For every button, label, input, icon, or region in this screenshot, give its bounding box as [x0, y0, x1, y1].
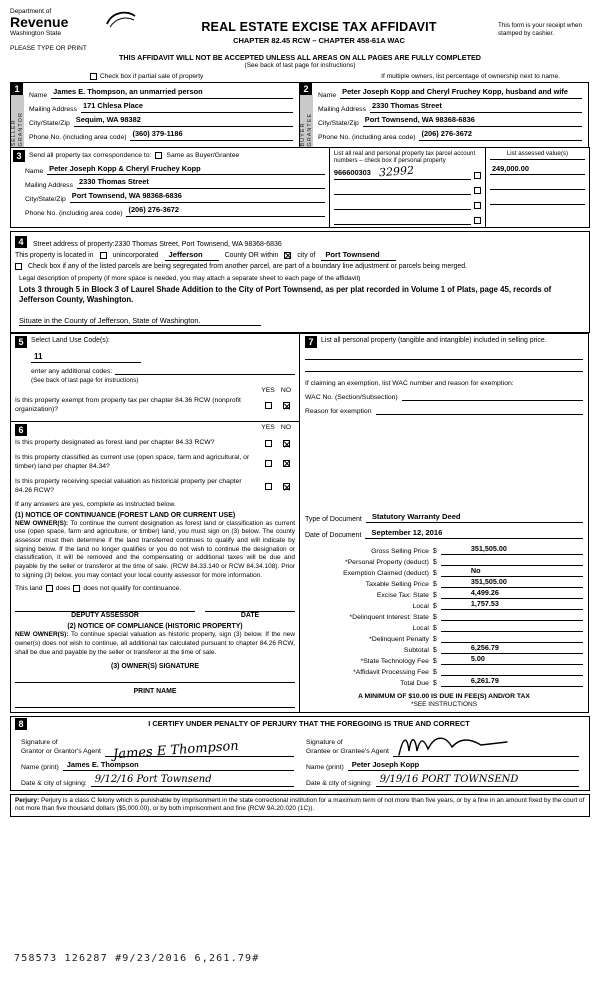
excise-tax-local-field[interactable]: 1,757.53 — [441, 600, 583, 610]
date-of-document-label: Date of Document — [305, 531, 362, 539]
perjury-lead: Perjury: — [15, 796, 40, 804]
street-address-field[interactable]: 2330 Thomas Street, Port Townsend, WA 98368-6836 — [114, 240, 282, 248]
grantee-signature-label — [306, 739, 389, 757]
parcel4-number-field[interactable] — [334, 223, 471, 225]
exemption-claim-label: If claiming an exemption, list WAC number and reason for exemption: — [305, 379, 514, 387]
type-of-document-field[interactable]: Statutory Warranty Deed — [366, 512, 583, 523]
assessed-value-field-2[interactable] — [490, 177, 585, 190]
parcel-row-1 — [333, 163, 481, 180]
assessed-value-field[interactable]: 249,000.00 — [490, 162, 585, 175]
dollar-sign: $ — [432, 657, 437, 665]
section2-badge: 2 — [300, 83, 312, 95]
personal-property-deduct-field[interactable] — [441, 564, 583, 566]
signature-of-label: Signature of — [306, 738, 343, 746]
dollar-sign: $ — [432, 624, 437, 632]
grantee-date-city-label: Date & city of signing: — [306, 779, 372, 787]
section1-badge: 1 — [11, 83, 23, 95]
fee-table — [305, 544, 583, 687]
grantee-agent-label: Grantee or Grantee's Agent — [306, 747, 389, 755]
signature-row — [15, 733, 585, 762]
delinquent-interest-local-field[interactable] — [441, 630, 583, 632]
dollar-sign: $ — [432, 679, 437, 687]
parcel1-personal-checkbox[interactable] — [474, 172, 481, 179]
buyer-city-field[interactable]: Port Townsend, WA 98368-6836 — [363, 116, 582, 127]
additional-codes-field[interactable] — [115, 366, 295, 375]
grantee-signature — [395, 733, 515, 759]
affidavit-processing-fee-field[interactable] — [441, 674, 583, 676]
exemption-claimed-field[interactable]: No — [441, 567, 583, 577]
additional-codes-label: enter any additional codes: — [31, 367, 113, 375]
form-header — [10, 8, 590, 52]
legal-description-label: Legal description of property (if more space is needed, you may attach a separate sheet to each page of the affidavit) — [19, 274, 361, 282]
situate-line: Situate in the County of Jefferson, State of Washington. — [19, 316, 261, 326]
see-back-instructions: (See back of last page for instructions) — [31, 376, 139, 384]
seller-name-field[interactable]: James E. Thompson, an unmarried person — [51, 88, 293, 99]
fee-row: *Delinquent Interest: State $ — [305, 610, 583, 621]
personal-property-label: List all personal property (tangible and intangible) included in selling price. — [321, 336, 547, 344]
deputy-assessor-label: DEPUTY ASSESSOR — [71, 612, 139, 620]
current-use-no-checkbox[interactable] — [283, 460, 290, 467]
dollar-sign: $ — [432, 591, 437, 599]
middle-columns — [10, 333, 590, 713]
perjury-body: Perjury is a class C felony which is punishable by imprisonment in the state correctional institution for a maximum term of not more than five years, or by a fine in an amount fixed by the court of not more than five thousand dollars ($5,000.00), or by both imprisonment and fine (RCW 9A.20.020 (1C)). — [15, 796, 585, 813]
corr-phone-label: Phone No. (including area code) — [25, 210, 123, 217]
current-use-yes-checkbox[interactable] — [265, 460, 272, 467]
dollar-sign: $ — [432, 569, 437, 577]
section5-land-use — [10, 333, 300, 423]
sec6-yes-label: YES — [261, 424, 275, 432]
parcel-row-3 — [334, 197, 481, 210]
parcel-handwritten-value: 32992 — [378, 163, 415, 179]
section6-classification — [10, 421, 300, 712]
wac-number-label: WAC No. (Section/Subsection) — [305, 393, 398, 401]
dor-logo-swoosh-icon — [106, 10, 136, 28]
same-as-buyer-checkbox[interactable] — [155, 152, 162, 159]
dollar-sign: $ — [432, 646, 437, 654]
fee-row: Subtotal $ 6,256.79 — [305, 643, 583, 654]
minimum-due-note: A MINIMUM OF $10.00 IS DUE IN FEE(S) AND/OR TAX — [358, 692, 530, 700]
buyer-phone-label: Phone No. (including area code) — [318, 133, 416, 141]
grantor-signature-label — [21, 739, 101, 757]
unincorporated-label: unincorporated — [112, 251, 159, 259]
grantee-name-print-label: Name (print) — [306, 763, 344, 771]
grantor-date-city-label: Date & city of signing: — [21, 779, 87, 787]
if-yes-note: If any answers are yes, complete as instructed below. — [15, 500, 176, 508]
cashier-receipt-stamp: 758573 126287 #9/23/2016 6,261.79# — [14, 953, 260, 964]
corr-city-label: City/State/Zip — [25, 196, 66, 204]
corr-name-field[interactable]: Peter Joseph Kopp & Cheryl Fruchey Kopp — [47, 165, 325, 176]
sec6-no-label: NO — [280, 424, 292, 432]
grantee-name-print-field[interactable]: Peter Joseph Kopp — [348, 760, 579, 771]
land-use-label: Select Land Use Code(s): — [31, 336, 110, 344]
historic-no-checkbox[interactable] — [283, 483, 290, 490]
dollar-sign: $ — [432, 668, 437, 676]
section4-property-location — [10, 231, 590, 333]
does-label: does — [55, 585, 71, 593]
same-as-buyer-label: Same as Buyer/Grantee — [166, 152, 240, 159]
fee-row: *Personal Property (deduct) $ — [305, 555, 583, 566]
partial-sale-row — [10, 72, 590, 82]
legal-description-block — [15, 272, 585, 330]
historic-question: Is this property receiving special valuation as historical property per chapter 84.26 RCW? — [15, 477, 242, 494]
city-of-checkbox[interactable] — [284, 252, 291, 259]
parcel-row-2 — [334, 182, 481, 195]
seller-grantor-vertical-label — [11, 95, 24, 147]
certify-statement: I CERTIFY UNDER PENALTY OF PERJURY THAT THE FOREGOING IS TRUE AND CORRECT — [148, 719, 470, 729]
seller-role-text: SELLER — [11, 119, 17, 147]
grantor-role-text: GRANTOR — [17, 112, 24, 147]
buyer-city-label: City/State/Zip — [318, 119, 359, 127]
grantor-name-print-field[interactable]: James E. Thompson — [63, 760, 294, 771]
parcel4-personal-checkbox[interactable] — [474, 217, 481, 224]
fee-row: Taxable Selling Price $ 351,505.00 — [305, 577, 583, 588]
city-name-field[interactable]: Port Townsend — [321, 250, 395, 261]
print-name-line[interactable] — [15, 697, 295, 708]
dollar-sign: $ — [432, 613, 437, 621]
deputy-date-label: DATE — [240, 612, 260, 620]
buyer-box — [299, 82, 589, 148]
partial-sale-checkbox[interactable] — [90, 73, 97, 80]
section4-badge: 4 — [15, 236, 27, 248]
exempt-no-checkbox[interactable] — [283, 402, 290, 409]
signature-of-label: Signature of — [21, 738, 58, 746]
parcel-row-4 — [334, 212, 481, 225]
grantor-date-city-field[interactable]: 9/12/16 Port Townsend — [91, 774, 294, 787]
name-print-row — [15, 760, 585, 771]
sec5-yes-no-header — [15, 387, 295, 394]
delinquent-interest-state-field[interactable] — [441, 619, 583, 621]
parcel-numbers-header: List all real and personal property tax parcel account numbers – check box if personal property — [333, 149, 476, 165]
grantor-name-print-label: Name (print) — [21, 763, 59, 771]
does-not-checkbox[interactable] — [73, 585, 80, 592]
county-or-within-label: County OR within — [224, 251, 279, 259]
located-in-label: This property is located in — [15, 251, 94, 259]
buyer-address-field[interactable]: 2330 Thomas Street — [370, 102, 582, 113]
dollar-sign: $ — [432, 547, 437, 555]
seller-city-label: City/State/Zip — [29, 119, 70, 127]
land-use-code-field[interactable]: 11 — [31, 351, 141, 363]
reason-exemption-field[interactable] — [376, 406, 584, 415]
type-of-document-label: Type of Document — [305, 515, 362, 523]
unincorporated-checkbox[interactable] — [100, 252, 107, 259]
fee-row: Gross Selling Price $ 351,505.00 — [305, 544, 583, 555]
seller-address-label: Mailing Address — [29, 105, 77, 113]
subtotal-field[interactable]: 6,256.79 — [441, 644, 583, 654]
fee-row: Total Due $ 6,261.79 — [305, 676, 583, 687]
seller-phone-label: Phone No. (including area code) — [29, 133, 127, 141]
notice2-paragraph — [15, 631, 295, 657]
forest-yes-checkbox[interactable] — [265, 440, 272, 447]
header-left — [10, 8, 140, 52]
multiple-owners-note: If multiple owners, list percentage of ownership next to name. — [381, 73, 560, 80]
fee-row: Local $ 1,757.53 — [305, 599, 583, 610]
grantor-signature: James E Thompson — [112, 738, 240, 762]
section3-tax-correspondence — [10, 147, 590, 228]
deputy-assessor-labels — [15, 612, 295, 619]
buyer-name-label: Name — [318, 91, 337, 99]
section7-selling-price — [299, 333, 589, 713]
deputy-assessor-lines — [15, 604, 295, 612]
fee-row: *State Technology Fee $ 5.00 — [305, 654, 583, 665]
grantee-role-text: GRANTEE — [306, 112, 313, 147]
date-of-document-field[interactable]: September 12, 2016 — [365, 528, 583, 539]
segregated-label: Check box if any of the listed parcels are being segregated from another parcel, are part of a boundary line adjustment or parcels being merged. — [28, 262, 467, 270]
section6-badge: 6 — [15, 424, 27, 436]
parcel-number-field[interactable] — [334, 165, 471, 180]
grantee-signature-line[interactable] — [393, 733, 579, 757]
section8-certification — [10, 716, 590, 791]
reason-exemption-label: Reason for exemption — [305, 407, 372, 415]
county-name-field[interactable]: Jefferson — [165, 250, 219, 261]
personal-property-line-1[interactable] — [305, 348, 583, 360]
does-checkbox[interactable] — [46, 585, 53, 592]
forest-no-checkbox[interactable] — [283, 440, 290, 447]
form-title: REAL ESTATE EXCISE TAX AFFIDAVIT — [201, 20, 437, 34]
delinquent-penalty-field[interactable] — [441, 641, 583, 643]
see-instructions-note: *SEE INSTRUCTIONS — [410, 700, 478, 708]
fee-row: Local $ — [305, 621, 583, 632]
legal-description-text[interactable]: Lots 3 through 5 in Block 3 of Laurel Shade Addition to the City of Port Townsend, as per plat recorded in Volume 1 of Plats, page 45, records of Jefferson County, Washington. — [19, 284, 552, 305]
warning-line: THIS AFFIDAVIT WILL NOT BE ACCEPTED UNLESS ALL AREAS ON ALL PAGES ARE FULLY COMPLETED — [119, 53, 481, 62]
dor-logo — [10, 8, 138, 37]
seller-name-label: Name — [29, 91, 48, 99]
fee-row: *Affidavit Processing Fee $ — [305, 665, 583, 676]
parcel2-number-field[interactable] — [334, 193, 471, 195]
grantor-signature-line[interactable] — [105, 733, 294, 762]
seller-phone-field[interactable]: (360) 379-1186 — [130, 130, 293, 141]
exempt-question-row — [15, 397, 295, 415]
grantor-agent-label: Grantor or Grantor's Agent — [21, 747, 101, 755]
sec5-yes-label: YES — [261, 386, 275, 394]
notice1-title: (1) NOTICE OF CONTINUANCE (FOREST LAND OR CURRENT USE) — [15, 511, 236, 519]
notice2-body: To continue special valuation as historic property, sign (3) below. If the new owner(s) does not wish to continue, all additional tax calculated pursuant to chapter 84.26 RCW, shall be due and payable by the seller or transferor at the time of sale. — [15, 631, 295, 656]
parcel-number-value: 966600303 — [333, 167, 371, 177]
excise-tax-state-field[interactable]: 4,499.26 — [441, 589, 583, 599]
buyer-address-label: Mailing Address — [318, 105, 366, 113]
deputy-assessor-signature-line[interactable] — [15, 604, 195, 612]
dollar-sign: $ — [432, 558, 437, 566]
city-of-label: city of — [297, 251, 316, 259]
taxable-selling-price-field[interactable]: 351,505.00 — [441, 578, 583, 588]
this-land-label: This land — [15, 585, 43, 593]
corr-address-label: Mailing Address — [25, 182, 73, 190]
chapter-line: CHAPTER 82.45 RCW – CHAPTER 458-61A WAC — [233, 36, 405, 45]
buyer-phone-field[interactable]: (206) 276-3672 — [419, 130, 582, 141]
see-back-line: (See back of last page for instructions) — [244, 62, 356, 69]
gross-selling-price-field[interactable]: 351,505.00 — [441, 545, 583, 555]
parcel3-personal-checkbox[interactable] — [474, 202, 481, 209]
fee-row: *Delinquent Penalty $ — [305, 632, 583, 643]
header-center — [140, 8, 498, 45]
partial-sale-label: Check box if partial sale of property — [100, 73, 204, 80]
fee-row: Exemption Claimed (deduct) $ No — [305, 566, 583, 577]
section8-badge: 8 — [15, 718, 27, 730]
exempt-yes-checkbox[interactable] — [265, 402, 272, 409]
state-technology-fee-field[interactable]: 5.00 — [441, 655, 583, 665]
forest-question: Is this property designated as forest land per chapter 84.33 RCW? — [15, 439, 215, 447]
owners-signature-label: (3) OWNER(S) SIGNATURE — [111, 662, 199, 670]
historic-yes-checkbox[interactable] — [265, 483, 272, 490]
seller-city-field[interactable]: Sequim, WA 98382 — [74, 116, 293, 127]
corr-city-field[interactable]: Port Townsend, WA 98368-6836 — [70, 192, 325, 203]
buyer-name-field[interactable]: Peter Joseph Kopp and Cheryl Fruchey Kopp, husband and wife — [340, 88, 582, 99]
notice1-paragraph — [15, 520, 295, 581]
buyer-grantee-vertical-label — [300, 95, 313, 147]
logo-state-text: Washington State — [10, 30, 62, 37]
logo-department-text: Department of — [10, 8, 52, 15]
print-name-label: PRINT NAME — [133, 687, 177, 695]
notice1-body: To continue the current designation as forest land or classification as current use (open space, farm and agriculture, or timber) land, you must sign on (3) below. The county assessor must then determine if the land transferred continues to qualify and will indicate by signing below. If the land no longer qualifies or you do not wish to continue the designation or classification, it will be removed and the compensating or additional taxes will be due and payable by the seller or transferor at the time of sale. (RCW 84.33.140 or RCW 84.34.108). Prior to signing (3) below, you may contact your local county assessor for more information. — [15, 519, 295, 579]
seller-box — [10, 82, 300, 148]
notice2-title: (2) NOTICE OF COMPLIANCE (HISTORIC PROPERTY) — [67, 623, 243, 631]
please-type-label: PLEASE TYPE OR PRINT — [10, 45, 87, 52]
corr-address-field[interactable]: 2330 Thomas Street — [77, 178, 325, 189]
current-use-question: Is this property classified as current use (open space, farm and agricultural, or timber) land per chapter 84.34? — [15, 454, 250, 471]
segregated-checkbox[interactable] — [15, 263, 22, 270]
owners-signature-line[interactable] — [15, 672, 295, 683]
sec5-no-label: NO — [280, 386, 292, 394]
seller-address-field[interactable]: 171 Chlesa Place — [81, 102, 293, 113]
total-due-field[interactable]: 6,261.79 — [441, 677, 583, 687]
notice2-lead: NEW OWNER(S): — [15, 631, 69, 639]
buyer-role-text: BUYER — [300, 122, 306, 147]
send-correspondence-label: Send all property tax correspondence to: — [29, 152, 152, 159]
sec6-yes-no-header — [27, 424, 295, 431]
wac-number-field[interactable] — [402, 392, 583, 401]
fee-row: Excise Tax: State $ 4,499.26 — [305, 588, 583, 599]
perjury-notice — [10, 794, 590, 817]
section7-badge: 7 — [305, 336, 317, 348]
party-row — [10, 82, 590, 148]
receipt-note: This form is your receipt when stamped by cashier. — [498, 22, 582, 37]
corr-phone-field[interactable]: (206) 276-3672 — [126, 206, 324, 217]
personal-property-line-2[interactable] — [305, 360, 583, 372]
historic-question-row — [15, 478, 295, 496]
section5-badge: 5 — [15, 336, 27, 348]
street-address-label: Street address of property: — [33, 240, 115, 248]
does-not-label: does not qualify for continuance. — [83, 585, 182, 593]
continuance-row — [15, 585, 295, 592]
parcel2-personal-checkbox[interactable] — [474, 187, 481, 194]
grantee-date-city-field[interactable]: 9/19/16 PORT TOWNSEND — [376, 774, 579, 787]
assessed-value-field-3[interactable] — [490, 192, 585, 205]
date-city-row — [15, 774, 585, 787]
deputy-date-line[interactable] — [205, 604, 295, 612]
section3-badge: 3 — [13, 150, 25, 162]
assessed-values-header: List assessed value(s) — [490, 150, 585, 160]
forest-question-row — [15, 439, 295, 448]
dollar-sign: $ — [432, 602, 437, 610]
parcel3-number-field[interactable] — [334, 208, 471, 210]
logo-revenue-text: Revenue — [10, 14, 69, 30]
current-use-question-row — [15, 454, 295, 472]
notice1-lead: NEW OWNER(S): — [15, 519, 69, 527]
dollar-sign: $ — [432, 635, 437, 643]
corr-name-label: Name — [25, 168, 44, 176]
exempt-question: Is this property exempt from property tax per chapter 84.36 RCW (nonprofit organization)? — [15, 396, 241, 413]
dollar-sign: $ — [432, 580, 437, 588]
